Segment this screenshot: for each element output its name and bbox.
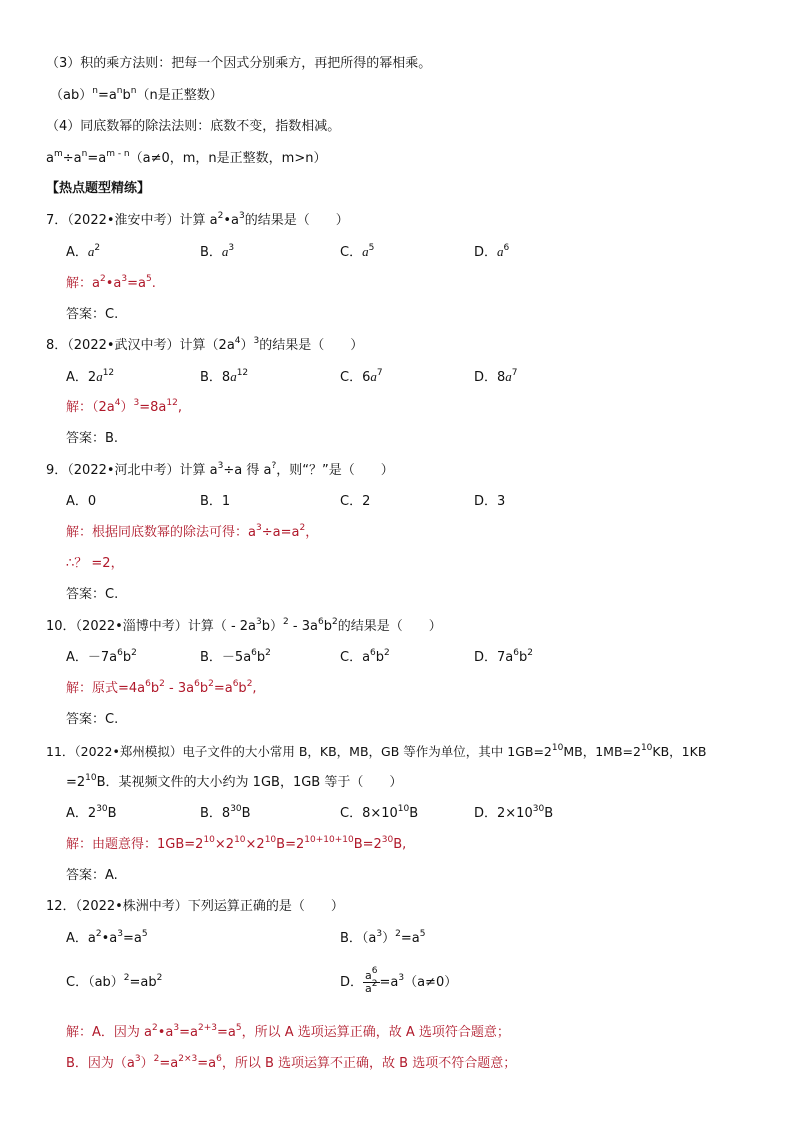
rule-4-formula: $a^m\div a^n=a^{m - n}(a\ne 0$，m，n是正整数，m>n） xyxy=(46,149,327,166)
q8-option-a: A．$2a^{12}$ xyxy=(66,368,115,385)
q10-answer: 答案：C. xyxy=(66,712,119,727)
q9-solution-2: ∴？ =2， xyxy=(66,556,124,571)
question-8: 8．（2022•武汉中考）计算$(2a^4)^3$的结果是（ ） xyxy=(46,336,364,353)
q10-solution: 解：原式$=4a^6b^2 - 3a^6b^2=a^6b^2$, xyxy=(66,679,257,696)
q9-option-d: D．3 xyxy=(474,494,506,509)
question-11: 11．（2022•郑州模拟）电子文件的大小常用 B，KB，MB，GB 等作为单位，其中 $1GB=2^{10}MB$，$1MB=2^{10}KB$，1KB xyxy=(46,743,707,759)
q8-option-c: C．$6a^7$ xyxy=(340,368,383,385)
q9-solution: 解：根据同底数幂的除法可得：$a^3\div a=a^2$， xyxy=(66,523,319,540)
q11-option-b: B．$8^{30}B$ xyxy=(200,804,251,821)
q8-option-b: B．$8a^{12}$ xyxy=(200,368,249,385)
q12-option-d: D． $\frac{a^6}{a^2}$ $=a^3(a\ne 0)$ xyxy=(340,966,458,995)
section-title: 【热点题型精练】 xyxy=(46,181,151,196)
q8-option-d: D．$8a^7$ xyxy=(474,368,518,385)
q7-option-a: A．$a^2$ xyxy=(66,243,101,260)
q12-option-c: C．$(ab)^2=ab^2$ xyxy=(66,973,163,990)
question-7: 7．（2022•淮安中考）计算 $a^2•a^3$的结果是（ ） xyxy=(46,211,349,228)
q8-answer: 答案：B. xyxy=(66,431,119,446)
q11-solution: 解：由题意得：$1GB=2^{10}\times 2^{10}\times 2^{10}B=2^{10+10+10}B=2^{30}B$, xyxy=(66,835,407,852)
q7-option-b: B．$a^3$ xyxy=(200,243,235,260)
q9-option-a: A．0 xyxy=(66,494,97,509)
q11-option-c: C．$8\times 10^{10}B$ xyxy=(340,804,419,821)
question-11-line-2: $=2^{10}B$．某视频文件的大小约为 1GB，1GB 等于（ ） xyxy=(66,773,403,790)
rule-3: （3）积的乘方法则：把每一个因式分别乘方，再把所得的幂相乘。 xyxy=(46,56,432,71)
q7-solution: 解：$a^2•a^3=a^5$. xyxy=(66,274,156,291)
question-10: 10．（2022•淄博中考）计算（ - $2a^3b)^2 - 3a^6b^2$的结果是（ ） xyxy=(46,617,442,634)
fraction: $\frac{a^6}{a^2}$ xyxy=(365,966,378,995)
q7-option-c: C．$a^5$ xyxy=(340,243,375,260)
rule-3-formula: $(ab)^n=a^nb^n(n$是正整数） xyxy=(50,86,223,103)
q10-option-a: A．$-7a^6b^2$ xyxy=(66,648,137,665)
q9-option-c: C．2 xyxy=(340,494,371,509)
q10-option-c: C．$a^6b^2$ xyxy=(340,648,390,665)
question-9: 9．（2022•河北中考）计算 $a^3\div a$ 得 a?，则“？”是（ ） xyxy=(46,461,394,478)
q12-solution-2: B．因为$(a^3)^2=a^{2\times 3}=a^6$，所以 B 选项运算不正确，故 B 选项不符合题意； xyxy=(66,1054,517,1071)
rule-4: （4）同底数幂的除法法则：底数不变，指数相减。 xyxy=(46,119,341,134)
q9-option-b: B．1 xyxy=(200,494,231,509)
q12-option-b: B．$(a^3)^2=a^5$ xyxy=(340,929,426,946)
q10-option-b: B．$-5a^6b^2$ xyxy=(200,648,271,665)
q10-option-d: D．$7a^6b^2$ xyxy=(474,648,533,665)
q8-solution: 解：$(2a^4)^3=8a^{12}$, xyxy=(66,398,182,415)
q11-option-d: D．$2\times 10^{30}B$ xyxy=(474,804,554,821)
q11-option-a: A．$2^{30}B$ xyxy=(66,804,117,821)
q12-solution-1: 解：A．因为 $a^2•a^3=a^{2+3}=a^5$，所以 A 选项运算正确，故 A 选项符合题意； xyxy=(66,1023,510,1040)
q9-answer: 答案：C. xyxy=(66,587,119,602)
q12-option-a: A．$a^2•a^3=a^5$ xyxy=(66,929,148,946)
q11-answer: 答案：A. xyxy=(66,868,118,883)
q7-option-d: D．$a^6$ xyxy=(474,243,510,260)
question-12: 12．（2022•株洲中考）下列运算正确的是（ ） xyxy=(46,899,344,914)
q7-answer: 答案：C. xyxy=(66,307,119,322)
